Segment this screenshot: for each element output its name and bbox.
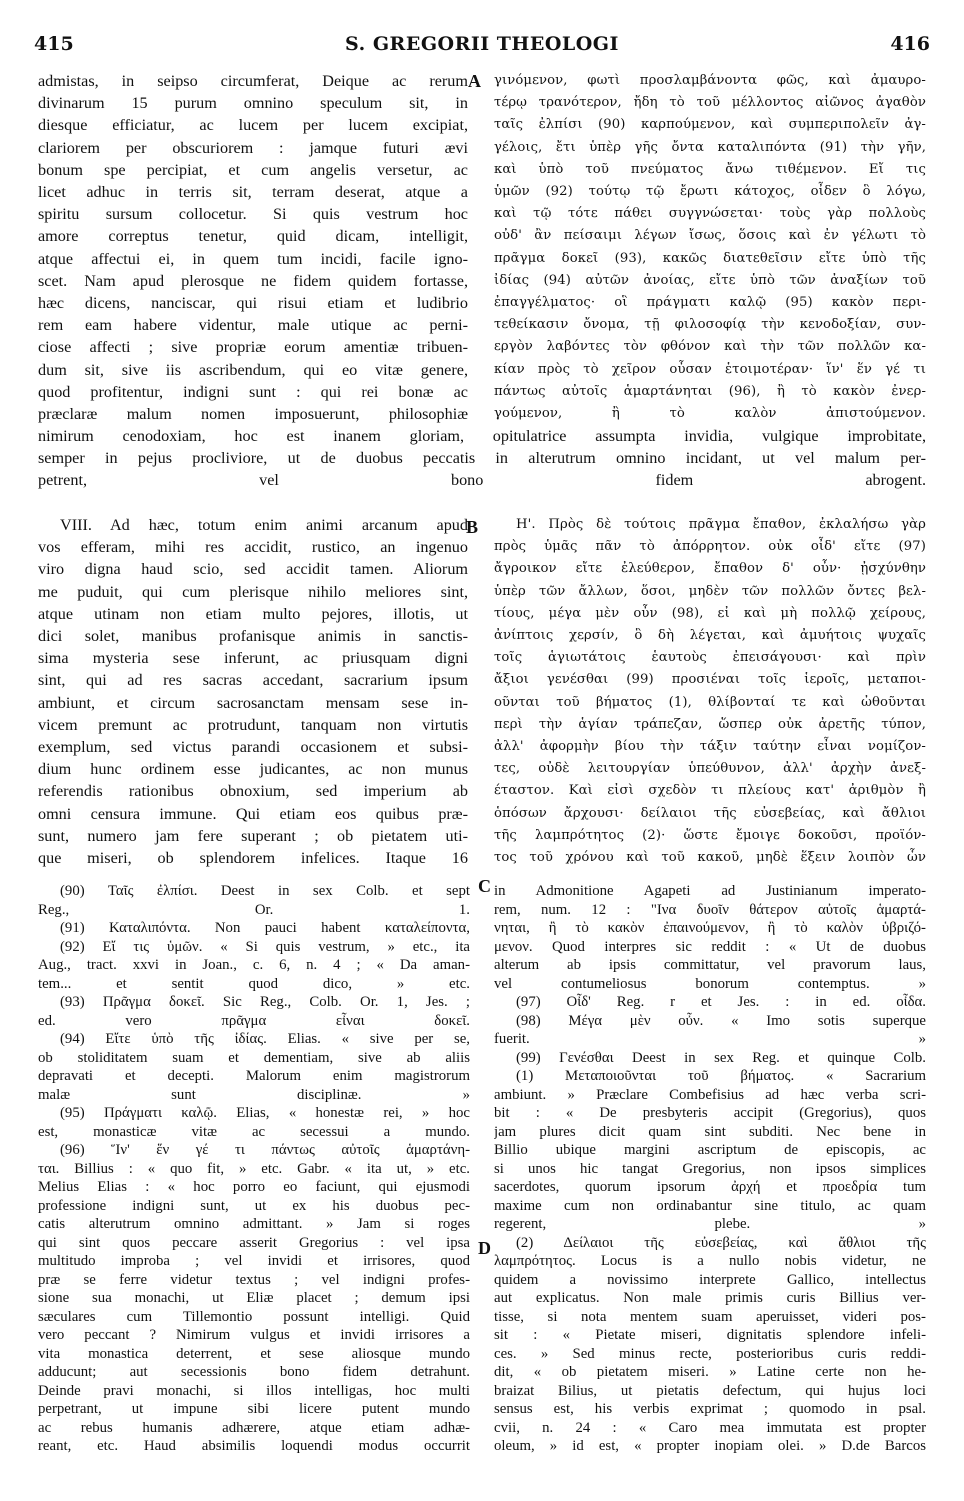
footnote-line: si unos hic tangat Gregorius, non ipsos simplices	[494, 1160, 926, 1177]
footnote-line: bit : « De presbyteris accipit (Gregorius), quos	[494, 1105, 926, 1121]
greek-text-line: πάντως αὐτοῖς ἁμαρτάνηται (96), ἢ τὸ κακὸν ἐνερ-	[494, 383, 926, 399]
footnote-line: (93) Πρᾶγμα δοκεῖ. Sic Reg., Colb. Or. 1, Jes. ;	[60, 994, 470, 1010]
footnote-line: vita monastica deterrent, et sese aliosque mundo	[38, 1345, 470, 1362]
footnote-line: maxime cum non ordinabantur sine titulo, ac quam	[494, 1197, 926, 1214]
greek-text-line: τίους, μέγα μὲν οὖν (98), εἰ καὶ μὴ πολλῷ χείρους,	[494, 605, 926, 621]
latin-text-line: vicem premunt ac protrudunt, tanquam non virtutis	[38, 715, 468, 734]
running-title: S. GREGORII THEOLOGI	[345, 33, 619, 55]
footnote-line: (98) Μέγα μὲν οὖν. « Imo sotis superque	[516, 1012, 926, 1029]
greek-text-line: πρὸς ὑμᾶς πᾶν τὸ ἀπόρρητον. οὐκ οἶδ' εἴτε (97)	[494, 539, 926, 555]
footnote-line: est, monasticæ vitæ ac secessui a mundo.	[38, 1123, 470, 1140]
latin-text-line: clariorem per obscuriorem : jamque futuri ævi	[38, 138, 468, 157]
margin-marker-b: B	[466, 517, 479, 537]
greek-text-line: γούμενον, ἢ τὸ καλὸν ἀπιστούμενον.	[494, 406, 926, 422]
latin-text-line: diesque efficiatur, ac lucem per lucem excipiat,	[38, 116, 468, 135]
greek-text-line: κίαν πρὸς τὸ χεῖρον οὖσαν ἑτοιμοτέραν· ἵν' ἕν γέ τι	[494, 361, 926, 377]
footnote-line: alterum ab ipsis committatur, vel pravorum laus,	[494, 957, 926, 973]
footnote-line: Melius Elias : « hoc porro eo faciunt, qui ejusmodi	[38, 1179, 470, 1195]
footnote-line: (97) Οἶδ' Reg. r et Jes. : in ed. οἶδα.	[516, 994, 926, 1010]
latin-text-line: omni censura immune. Qui etiam eos quibus præ-	[38, 804, 468, 823]
latin-text-line: vos efferam, mihi res accidit, rustico, an ingenuo	[38, 538, 468, 557]
greek-text-line: ἀνίπτοις χερσίν, ὃ δὴ λέγεται, καὶ ἀμυήτοις ψυχαῖς	[494, 628, 926, 644]
footnote-line: (90) Ταῖς ἐλπίσι. Deest in sex Colb. et sept	[60, 883, 470, 899]
margin-marker-c: C	[478, 876, 491, 896]
latin-column-top	[38, 70, 468, 425]
latin-column-section-viii	[38, 514, 468, 869]
footnote-line: jam plures dicit quam sint subditi. Nec bene in	[494, 1123, 926, 1140]
latin-text-line: sunt, numero jam fere superant ; ob pietatem uti-	[38, 826, 468, 845]
footnote-line: Billio ubique margini ascriptum de episcopis, ac	[494, 1142, 926, 1158]
footnote-line: Deinde pravi monachi, si illos intelligas, hoc multi	[38, 1382, 470, 1399]
greek-text-line: πρᾶγμα δοκεῖ (93), κακῶς διατεθεῖσιν εἴτε ὑπὸ τῆς	[494, 250, 926, 266]
footnote-line: sæculares cum Tillemontio possunt intelligi. Quid	[38, 1308, 470, 1325]
greek-text-line: έταστον. Καὶ εἰσὶ σχεδὸν τι πλείους κατ' ἀριθμὸν ἢ	[494, 783, 926, 799]
footnote-line: ed. vero πρᾶγμα εἶναι δοκεῖ.	[38, 1012, 470, 1029]
greek-text-line: εργὸν λαβόντες τὸν φθόνον καὶ τὴν τῶν πολλῶν κα-	[494, 339, 926, 355]
footnote-line: depravati et decepti. Malorum enim magistrorum	[38, 1068, 470, 1084]
latin-text-line: dium hunc ordinem esse judicantes, ac non munus	[38, 760, 468, 779]
greek-text-line: γινόμενον, φωτὶ προσλαμβάνοντα φῶς, καὶ ἀμαυρο-	[494, 73, 926, 88]
footnote-line: Aug., tract. xxvi in Joan., c. 6, n. 4 ; « Da aman-	[38, 957, 470, 973]
footnote-line: ces. » Sed minus recte, posterioribus curis reddi-	[494, 1345, 926, 1362]
latin-text-line: atque utinam non etiam multo pejores, illotis, ut	[38, 604, 468, 623]
page-number-right: 416	[890, 33, 930, 55]
latin-text-line: hæc dicens, nanciscar, qui risui etiam et ludibrio	[38, 294, 468, 313]
greek-text-line: τες, οὐδὲ λειτουργίαν ὑπεύθυνον, ἀλλ' ἀρχὴν ἀνεξ-	[494, 761, 926, 777]
footnote-line: ambiunt. » Præclare Combefisius ad hæc verba scri-	[494, 1086, 926, 1103]
margin-marker-a: A	[468, 71, 481, 91]
latin-text-line: ambiunt, et circum sacrosanctam mensam sese in-	[38, 693, 468, 712]
footnote-line: perpetrant, ut impune sibi licere putent mundo	[38, 1401, 470, 1417]
latin-text-line: dici solet, manibus profanisque animis in sanctis-	[38, 627, 468, 646]
greek-column-top	[494, 70, 926, 425]
greek-text-line: γέλοις, ἔτι ὑπὲρ γῆς ὄντα καταλιπόντα (91) τὴν γῆν,	[494, 139, 926, 155]
footnote-line: (92) Εἴ τις ὑμῶν. « Si quis vestrum, » etc., ita	[60, 938, 470, 955]
greek-text-line: ἀλλ' ἀφορμὴν βίου τὴν τάξιν ταύτην εἶναι νομίζον-	[494, 739, 926, 755]
latin-text-line: scet. Nam apud plerosque ne fidem quidem fortasse,	[38, 271, 468, 290]
greek-text-line: ἄξιοι γενέσθαι (99) προσιέναι τοῖς ἱεροῖς, μεταποι-	[494, 672, 926, 688]
footnote-line: braizat Bilius, ut pietatis defectum, qui hujus loci	[494, 1382, 926, 1399]
margin-marker-d: D	[478, 1238, 491, 1258]
footnote-line: oleum, » id est, « propter inopiam olei. » D.de Barcos	[494, 1438, 926, 1454]
latin-text-line: dum sit, sive iis ascribendum, qui eo vitæ genere,	[38, 360, 468, 379]
footnote-line: cvii, n. 24 : « Caro mea immutata est propter	[494, 1419, 926, 1436]
footnote-line: adducunt; aut secessionis bono fidem detrahunt.	[38, 1364, 470, 1380]
latin-text-line: que miseri, ob splendorem infelices. Itaque 16	[38, 849, 468, 868]
footnote-line: sit : « Pietate miseri, dignitatis splendore infeli-	[494, 1327, 926, 1343]
greek-text-line: καὶ ὑπὸ τοῦ πνεύματος ἄνω τιθέμενον. Εἴ τις	[494, 161, 926, 177]
latin-continuation-full-width	[38, 425, 926, 492]
latin-text-line: admistas, in seipso circumferat, Deique ac rerum	[38, 72, 468, 90]
latin-text-line: semper in pejus procliviore, ut de duobus peccatis in alterutrum omnino incidant, ut vel malum per-	[38, 449, 926, 468]
footnote-line: qui sint quos peccare asserit Gregorius : vel ipsa	[38, 1234, 470, 1251]
latin-text-line: licet adhuc in terris sit, terram deserat, atque a	[38, 183, 468, 202]
greek-text-line: Η'. Πρὸς δὲ τούτοις πρᾶγμα ἔπαθον, ἐκλαλήσω γὰρ	[516, 517, 926, 532]
latin-text-line: nimirum cenodoxiam, hoc est inanem gloriam, opitulatrice assumpta invidia, vulgique improbitate,	[38, 427, 926, 445]
footnote-line: (96) Ἵν' ἕν γέ τι πάντως αὐτοῖς ἁμαρτάνη-	[60, 1142, 470, 1158]
latin-text-line: atque affectui ei, in quem tum incidi, facile igno-	[38, 249, 468, 268]
footnotes-right-column	[494, 882, 926, 1456]
footnote-line: quidem a novissimo interprete Gallico, intellectus	[494, 1271, 926, 1288]
footnote-line: (2) Δείλαιοι τῆς εὐσεβείας, καὶ ἄθλιοι τῆς	[516, 1234, 926, 1251]
latin-text-line: amore correptus tenetur, quid dicam, intelligit,	[38, 227, 468, 246]
footnote-line: sione sua monachi, ut Eliæ placet ; demum ipsi	[38, 1290, 470, 1306]
greek-text-line: ἄγροικον εἴτε ἐλεύθερον, ἔπαθον δ' οὖν· ᾐσχύνθην	[494, 561, 926, 577]
footnote-line: ται. Billius : « quo fit, » etc. Gabr. « ita ut, » etc.	[38, 1160, 470, 1177]
footnote-line: reant, etc. Haud absimilis loquendi modus occurrit	[38, 1438, 470, 1454]
footnote-line: sacerdotes, quorum ipsorum ἀρχή et προεδρία tum	[494, 1179, 926, 1195]
greek-text-line: ἰδίας (94) αὐτῶν ἀνοίας, εἴτε ὑπὸ τῶν ἀναξίων τοῦ	[494, 272, 926, 288]
latin-text-line: exemplum, sed victus parandi occasionem et subsi-	[38, 738, 468, 757]
latin-text-line: quod profitentur, indigni sunt : qui rei bonæ ac	[38, 382, 468, 401]
greek-text-line: περὶ τὴν ἁγίαν τράπεζαν, ὥσπερ οὐκ ἀρετῆς τύπον,	[494, 716, 926, 732]
footnote-line: sensus est, his verbis exprimat ; quomodo in psal.	[494, 1401, 926, 1417]
footnote-line: (91) Καταλιπόντα. Non pauci habent καταλείποντα,	[60, 920, 470, 936]
greek-text-line: οῦνται τοῦ βήματος (1), θλίβονταί τε καὶ ὠθοῦνται	[494, 694, 926, 710]
latin-text-line: spiritu sursum collocetur. Si quis vestrum hoc	[38, 205, 468, 224]
page-number-left: 415	[34, 33, 74, 55]
latin-text-line: divinarum 15 purum omnino speculum sit, in	[38, 94, 468, 113]
footnote-line: (95) Πράγματι καλῷ. Elias, « honestæ rei, » hoc	[60, 1105, 470, 1121]
footnote-line: tisse, si nota mentem suam aperuisset, videri pos-	[494, 1308, 926, 1325]
latin-text-line: VIII. Ad hæc, totum enim animi arcanum apud	[60, 516, 468, 534]
footnote-line: regerent, plebe. »	[494, 1216, 926, 1232]
footnote-line: aut explicatus. Non male primis curis Billius ver-	[494, 1290, 926, 1306]
greek-text-line: ὑμῶν (92) τούτῳ τῷ ἔρωτι κάτοχος, οἶδεν ὃ λόγω,	[494, 184, 926, 200]
latin-text-line: sima mysteria sese inferunt, ac priusquam digni	[38, 649, 468, 668]
footnote-line: ac rebus humanis adhærere, atque etiam adhæ-	[38, 1419, 470, 1436]
greek-text-line: οὐδ' ἂν πείσαιμι λέγων ἴσως, ὅσοις καὶ ἐν γέλωτι τὸ	[494, 228, 926, 244]
footnote-line: νηται, ἢ τὸ κακὸν ἐπαινούμενον, ἢ τὸ καλὸν ὑβριζό-	[494, 920, 926, 936]
latin-text-line: me puduit, qui cum plerisque nihilo meliores sint,	[38, 582, 468, 601]
latin-text-line: sint, qui ad res sacras accedant, sacrarium ipsum	[38, 671, 468, 690]
footnote-line: præ se ferre videtur textus ; vel indigni profes-	[38, 1271, 470, 1288]
footnote-line: ob stoliditatem suam et dementiam, sive ab aliis	[38, 1049, 470, 1066]
footnote-line: multitudo improba ; vel invidi et irrisores, quod	[38, 1253, 470, 1269]
footnotes-left-column	[38, 882, 470, 1456]
greek-text-line: ὑπὲρ τῶν ἄλλων, ὅσοι, μηδὲν τῶν πολλῶν ὄντες βελ-	[494, 583, 926, 599]
footnote-line: malæ sunt disciplinæ. »	[38, 1086, 470, 1103]
running-header	[34, 33, 930, 63]
greek-text-line: τῆς λαμπρότητος (2)· ὥστε ἔμοιγε δοκοῦσι, προϊόν-	[494, 827, 926, 843]
footnote-line: vero peccant ? Nimirum vulgus et invidi irrisores a	[38, 1327, 470, 1343]
footnote-line: fuerit. »	[494, 1031, 926, 1047]
footnote-line: dit, « ob pietatem miseri. » Latine certe non he-	[494, 1364, 926, 1380]
greek-text-line: ταῖς ἐλπίσι (90) καρπούμενον, καὶ συμπεριπολεῖν ἀγ-	[494, 117, 926, 133]
greek-text-line: τεθείκασιν ὄνομα, τῇ φιλοσοφίᾳ τὴν κενοδοξίαν, συν-	[494, 317, 926, 333]
footnote-line: μενον. Quod interpres sic reddit : « Ut de duobus	[494, 938, 926, 955]
greek-column-section-viii	[494, 514, 926, 869]
latin-text-line: petrent, vel bono fidem abrogent.	[38, 471, 926, 490]
greek-text-line: ἐπαγγέλματος· οἳ πράγματι καλῷ (95) κακὸν περι-	[494, 295, 926, 311]
footnote-line: Reg., Or. 1.	[38, 901, 470, 918]
footnote-line: in Admonitione Agapeti ad Justinianum imperato-	[494, 883, 926, 899]
footnote-line: tem... et sentit quod dico, » etc.	[38, 975, 470, 992]
footnote-line: vel contumeliosus bonorum contemptus. »	[494, 975, 926, 992]
footnote-line: catis alterutrum omnino admittant. » Jam si roges	[38, 1216, 470, 1232]
footnote-line: (99) Γενέσθαι Deest in sex Reg. et quinque Colb.	[516, 1049, 926, 1066]
footnote-line: λαμπρότητος. Locus is a nullo nobis videtur, ne	[494, 1253, 926, 1269]
footnote-line: rem, num. 12 : "Ινα δυοῖν θάτερον αὐτοῖς ἁμαρτά-	[494, 901, 926, 918]
footnote-line: (94) Εἴτε ὑπὸ τῆς ἰδίας. Elias. « sive per se,	[60, 1031, 470, 1047]
greek-text-line: καὶ τῷ τότε πάθει συγγνώσεται· τοὺς γὰρ πολλοὺς	[494, 206, 926, 222]
latin-text-line: rem eam habere videntur, male utique ac perni-	[38, 316, 468, 335]
latin-text-line: præclaræ malum nomen imposuerunt, philosophiæ	[38, 405, 468, 424]
latin-text-line: viro digna haud scio, sed accidit tamen. Aliorum	[38, 560, 468, 579]
latin-text-line: ciose affecti ; sive propriæ eorum amentiæ tribuen-	[38, 338, 468, 357]
greek-text-line: ὁπόσων ἄρχουσι· δείλαιοι τῆς εὐσεβείας, καὶ ἄθλιοι	[494, 805, 926, 821]
footnote-line: (1) Μεταποιοῦνται τοῦ βήματος. « Sacrarium	[516, 1068, 926, 1084]
latin-text-line: bonum spe percipiat, et cum angelis versetur, ac	[38, 160, 468, 179]
greek-text-line: τέρῳ τρανότερον, ἤδη τὸ τοῦ μέλλοντος αἰῶνος ἀγαθὸν	[494, 95, 926, 111]
greek-text-line: τοῖς ἁγιωτάτοις ἑαυτοὺς ἐπεισάγουσι· καὶ πρὶν	[494, 650, 926, 666]
latin-text-line: referendis rationibus obnoxium, sed imperium ab	[38, 782, 468, 801]
greek-text-line: τος τοῦ χρόνου καὶ τοῦ κακοῦ, μηδὲ ἕξειν λοιπὸν ὧν	[494, 850, 926, 866]
footnote-line: professione indigni sunt, ut ex his duobus pec-	[38, 1197, 470, 1214]
